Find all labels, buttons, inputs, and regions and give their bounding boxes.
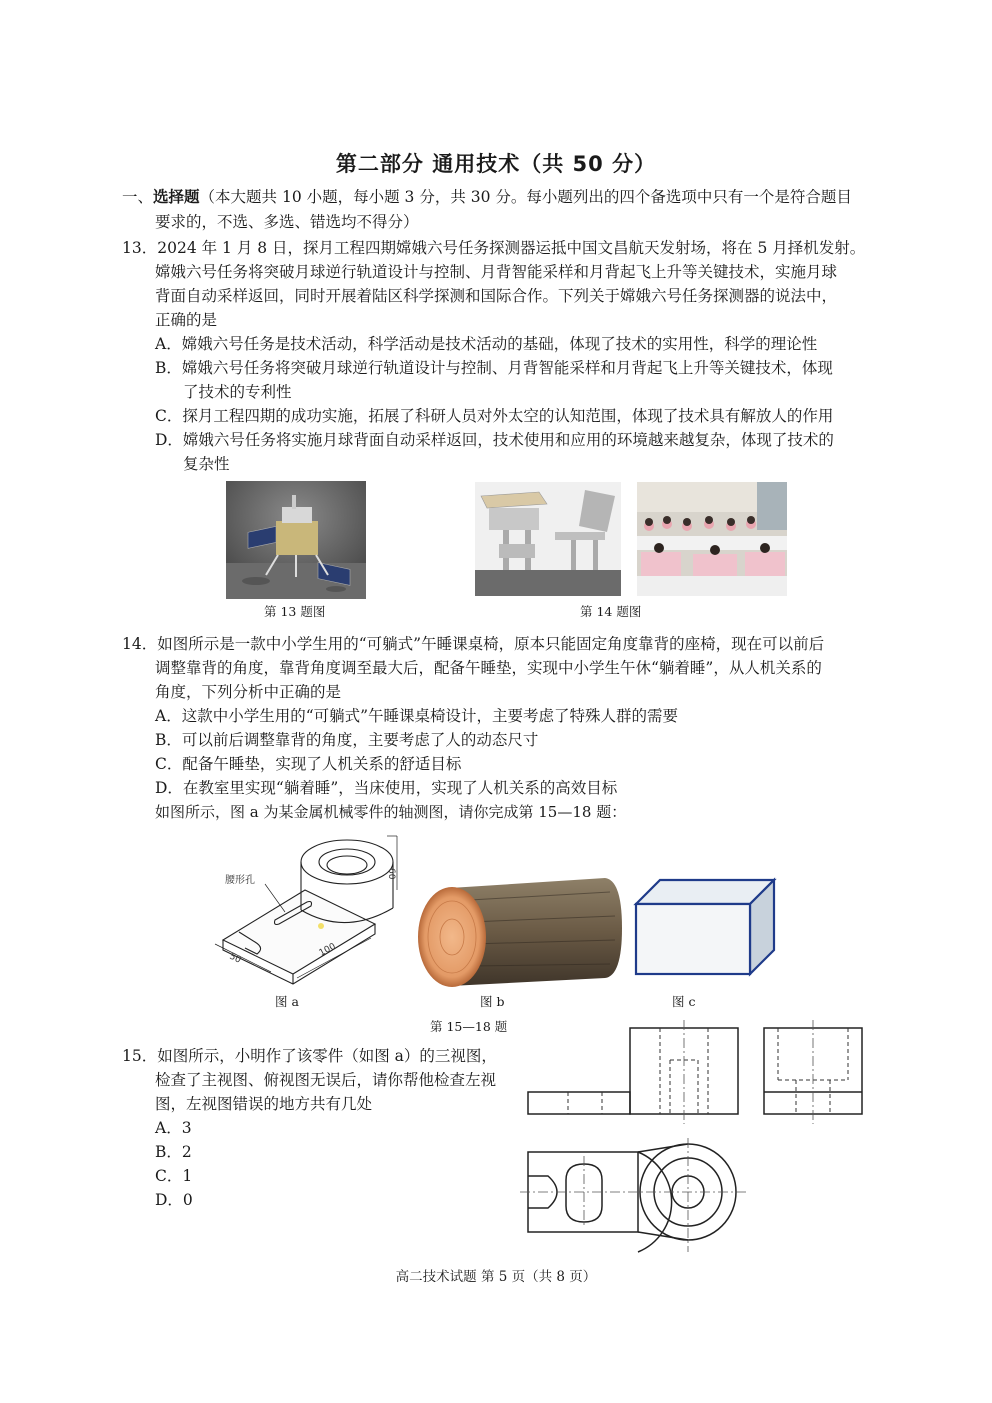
q14-stem-line3: 角度，下列分析中正确的是 xyxy=(155,683,342,701)
dimension-50: 50 xyxy=(227,951,243,966)
dimension-60: 60 xyxy=(386,868,396,880)
dimension-100: 100 xyxy=(317,941,338,959)
q13-stem-line3: 背面自动采样返回，同时开展着陆区科学探测和国际合作。下列关于嫦娥六号任务探测器的说法中， xyxy=(155,287,838,305)
section-header-cont: 要求的，不选、多选、错选均不得分） xyxy=(155,213,419,231)
slot-hole-label: 腰形孔 xyxy=(225,875,255,886)
q14-stem-line2: 调整靠背的角度，靠背角度调至最大后，配备午睡垫，实现中小学生午休“躺着睡”，从人机关系的 xyxy=(155,659,822,677)
q13-stem-line4: 正确的是 xyxy=(155,311,218,329)
q13-option-c: C．探月工程四期的成功实施，拓展了科研人员对外太空的认知范围，体现了技术具有解放人的作用 xyxy=(155,407,834,425)
q14-option-b: B．可以前后调整靠背的角度，主要考虑了人的动态尺寸 xyxy=(155,731,539,749)
q13-option-b-cont: 了技术的专利性 xyxy=(183,383,292,401)
q14-stem-line1: 14．如图所示是一款中小学生用的“可躺式”午睡课桌椅，原本只能固定角度靠背的座椅，现在可以前后 xyxy=(122,635,825,653)
q15-option-c: C．1 xyxy=(155,1167,193,1185)
figure-b-wood-log xyxy=(410,870,625,990)
page-title: 第二部分 通用技术（共 50 分） xyxy=(335,152,657,176)
section-header: 一、选择题（本大题共 10 小题，每小题 3 分，共 30 分。每小题列出的四个备选项中只有一个是符合题目 xyxy=(122,188,852,206)
page-footer: 高二技术试题 第 5 页（共 8 页） xyxy=(395,1269,597,1285)
q15-stem-line2: 检查了主视图、俯视图无误后，请你帮他检查左视 xyxy=(155,1071,497,1089)
q15-option-a: A．3 xyxy=(155,1119,192,1137)
figure-a-caption: 图 a xyxy=(275,994,299,1009)
q13-option-b: B．嫦娥六号任务将突破月球逆行轨道设计与控制、月背智能采样和月背起飞上升等关键技术，体现 xyxy=(155,359,833,377)
q13-stem-line1: 13．2024 年 1 月 8 日，探月工程四期嫦娥六号任务探测器运抵中国文昌航天发射场，将在 5 月择机发射。 xyxy=(122,239,866,257)
q15-option-b: B．2 xyxy=(155,1143,192,1161)
figure-a-isometric-part xyxy=(195,828,410,988)
three-view-drawing xyxy=(520,1020,870,1256)
classroom-nap-photo xyxy=(637,482,787,596)
q14-figure-caption: 第 14 题图 xyxy=(580,604,642,619)
q14-option-c: C．配备午睡垫，实现了人机关系的舒适目标 xyxy=(155,755,462,773)
figure-b-caption: 图 b xyxy=(480,994,505,1009)
desk-chair-photo xyxy=(475,482,621,596)
figure-c-cuboid xyxy=(630,876,780,978)
q15-stem-line3: 图，左视图错误的地方共有几处 xyxy=(155,1095,373,1113)
q15-18-intro: 如图所示，图 a 为某金属机械零件的轴测图，请你完成第 15—18 题： xyxy=(155,803,627,821)
lunar-lander-photo xyxy=(226,481,366,599)
q15-option-d: D．0 xyxy=(155,1191,193,1209)
q14-option-d: D．在教室里实现“躺着睡”，当床使用，实现了人机关系的高效目标 xyxy=(155,779,618,797)
q15-stem-line1: 15．如图所示，小明作了该零件（如图 a）的三视图， xyxy=(122,1047,497,1065)
q14-option-a: A．这款中小学生用的“可躺式”午睡课桌椅设计，主要考虑了特殊人群的需要 xyxy=(155,707,679,725)
q13-figure-caption: 第 13 题图 xyxy=(264,604,326,619)
q13-option-d: D．嫦娥六号任务将实施月球背面自动采样返回，技术使用和应用的环境越来越复杂，体现了技术的 xyxy=(155,431,834,449)
q13-option-a: A．嫦娥六号任务是技术活动，科学活动是技术活动的基础，体现了技术的实用性，科学的理论性 xyxy=(155,335,818,353)
figures-group-caption: 第 15—18 题 xyxy=(430,1019,508,1034)
figure-c-caption: 图 c xyxy=(672,994,696,1009)
q13-stem-line2: 嫦娥六号任务将突破月球逆行轨道设计与控制、月背智能采样和月背起飞上升等关键技术，实施月球 xyxy=(155,263,838,281)
q13-option-d-cont: 复杂性 xyxy=(183,455,230,473)
